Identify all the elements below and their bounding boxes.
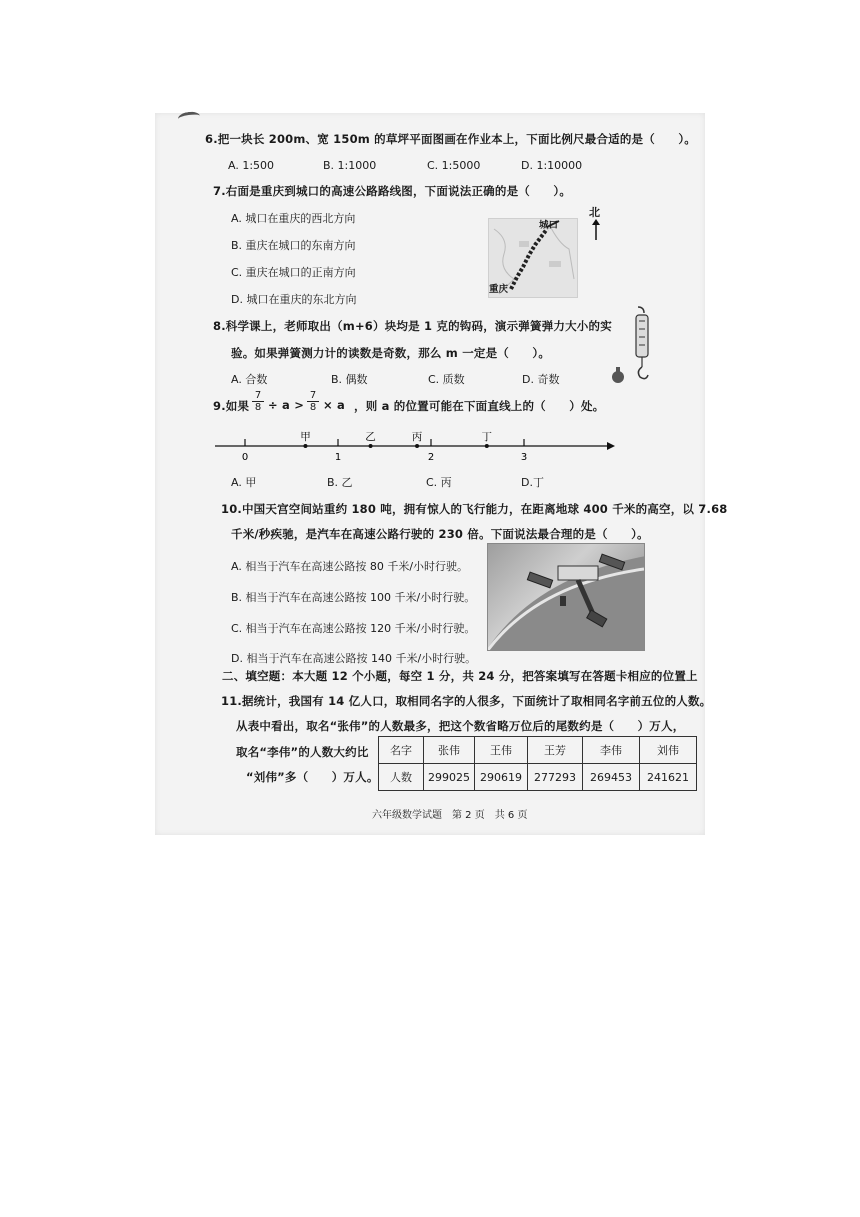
number-line (215, 426, 615, 466)
number-line-point-label: 甲 (300, 431, 311, 443)
table-cell: 241621 (640, 764, 697, 791)
q6-option-b: B. 1:1000 (323, 159, 377, 172)
table-header-row (379, 737, 697, 764)
section2-heading: 二、填空题：本大题 12 个小题，每空 1 分，共 24 分，把答案填写在答题卡相应的位置上 (222, 669, 698, 683)
q9-fraction-2 (307, 390, 319, 413)
number-line-point-label: 丁 (481, 431, 493, 443)
q9-option-b: B. 乙 (327, 476, 353, 489)
q7-option-a: A. 城口在重庆的西北方向 (231, 212, 356, 225)
q7-option-c: C. 重庆在城口的正南方向 (231, 266, 356, 279)
table-cell: 277293 (528, 764, 583, 791)
number-line-point-label: 乙 (365, 431, 376, 443)
table-cell: 人数 (379, 764, 424, 791)
q6-option-a: A. 1:500 (228, 159, 275, 172)
space-station-photo (487, 543, 645, 651)
number-line-point (485, 444, 489, 448)
table-cell: 张伟 (424, 737, 475, 764)
table-row (379, 764, 697, 791)
number-line-point (415, 444, 419, 448)
q7-stem: 7.右面是重庆到城口的高速公路路线图，下面说法正确的是（ ）。 (213, 184, 572, 198)
q9-mid2: × a (323, 398, 345, 412)
table-cell: 名字 (379, 737, 424, 764)
table-cell: 269453 (583, 764, 640, 791)
table-cell: 刘伟 (640, 737, 697, 764)
table-cell: 王伟 (475, 737, 528, 764)
route-map (488, 218, 578, 298)
table-cell: 290619 (475, 764, 528, 791)
q10-stem-line2: 千米/秒疾驰，是汽车在高速公路行驶的 230 倍。下面说法最合理的是（ ）。 (231, 527, 649, 541)
q9-fraction-1 (252, 390, 264, 413)
map-label-chongqing: 重庆 (489, 284, 509, 295)
q9-fraction-1-den: 8 (252, 401, 264, 413)
q9-fraction-2-den: 8 (307, 401, 319, 413)
q7-option-b: B. 重庆在城口的东南方向 (231, 239, 356, 252)
q10-option-b: B. 相当于汽车在高速公路按 100 千米/小时行驶。 (231, 591, 476, 604)
q9-option-a: A. 甲 (231, 476, 257, 489)
q9-fraction-1-num: 7 (254, 390, 262, 401)
q9-option-c: C. 丙 (426, 476, 452, 489)
number-line-tick-label: 1 (334, 452, 342, 463)
name-count-table (378, 736, 697, 791)
number-line-point (303, 444, 307, 448)
q11-line1: 11.据统计，我国有 14 亿人口，取相同名字的人很多，下面统计了取相同名字前五位的人数。 (221, 694, 712, 708)
q8-option-a: A. 合数 (231, 373, 268, 386)
number-line-tick-label: 2 (427, 452, 435, 463)
q8-option-d: D. 奇数 (522, 373, 560, 386)
table-cell: 李伟 (583, 737, 640, 764)
q6-option-c: C. 1:5000 (427, 159, 481, 172)
table-cell: 299025 (424, 764, 475, 791)
map-label-chengkou: 城口 (539, 220, 559, 231)
q8-stem-line1: 8.科学课上，老师取出（m+6）块均是 1 克的钩码，演示弹簧弹力大小的实 (213, 319, 612, 333)
q10-option-c: C. 相当于汽车在高速公路按 120 千米/小时行驶。 (231, 622, 476, 635)
q10-option-a: A. 相当于汽车在高速公路按 80 千米/小时行驶。 (231, 560, 469, 573)
q8-stem-line2: 验。如果弹簧测力计的读数是奇数，那么 m 一定是（ ）。 (231, 346, 551, 360)
q9-suffix: ，则 a 的位置可能在下面直线上的（ ）处。 (354, 399, 605, 413)
number-line-tick-label: 0 (241, 452, 249, 463)
table-cell: 王芳 (528, 737, 583, 764)
north-label: 北 (589, 206, 600, 219)
q7-option-d: D. 城口在重庆的东北方向 (231, 293, 357, 306)
number-line-point (369, 444, 373, 448)
q6-option-d: D. 1:10000 (521, 159, 583, 172)
q10-option-d: D. 相当于汽车在高速公路按 140 千米/小时行驶。 (231, 652, 477, 665)
number-line-point-label: 丙 (411, 431, 423, 443)
q11-line4: “刘伟”多（ ）万人。 (246, 770, 379, 784)
q8-option-b: B. 偶数 (331, 373, 368, 386)
q10-stem-line1: 10.中国天宫空间站重约 180 吨，拥有惊人的飞行能力，在距离地球 400 千米的高空，以 7.68 (221, 502, 728, 516)
q9-option-d: D.丁 (521, 476, 544, 489)
q8-option-c: C. 质数 (428, 373, 465, 386)
q9-fraction-2-num: 7 (309, 390, 317, 401)
number-line-tick-label: 3 (520, 452, 528, 463)
north-arrow-icon (590, 218, 602, 240)
q11-line3: 取名“李伟”的人数大约比 (236, 745, 369, 759)
q6-stem: 6.把一块长 200m、宽 150m 的草坪平面图画在作业本上，下面比例尺最合适的是（ ）。 (205, 132, 697, 146)
spring-scale-icon (608, 305, 658, 387)
page-footer: 六年级数学试题 第 2 页 共 6 页 (372, 810, 528, 821)
q11-line2: 从表中看出，取名“张伟”的人数最多，把这个数省略万位后的尾数约是（ ）万人， (236, 719, 685, 733)
q9-mid1: ÷ a > (268, 398, 305, 412)
q9-prefix: 9.如果 (213, 399, 250, 413)
